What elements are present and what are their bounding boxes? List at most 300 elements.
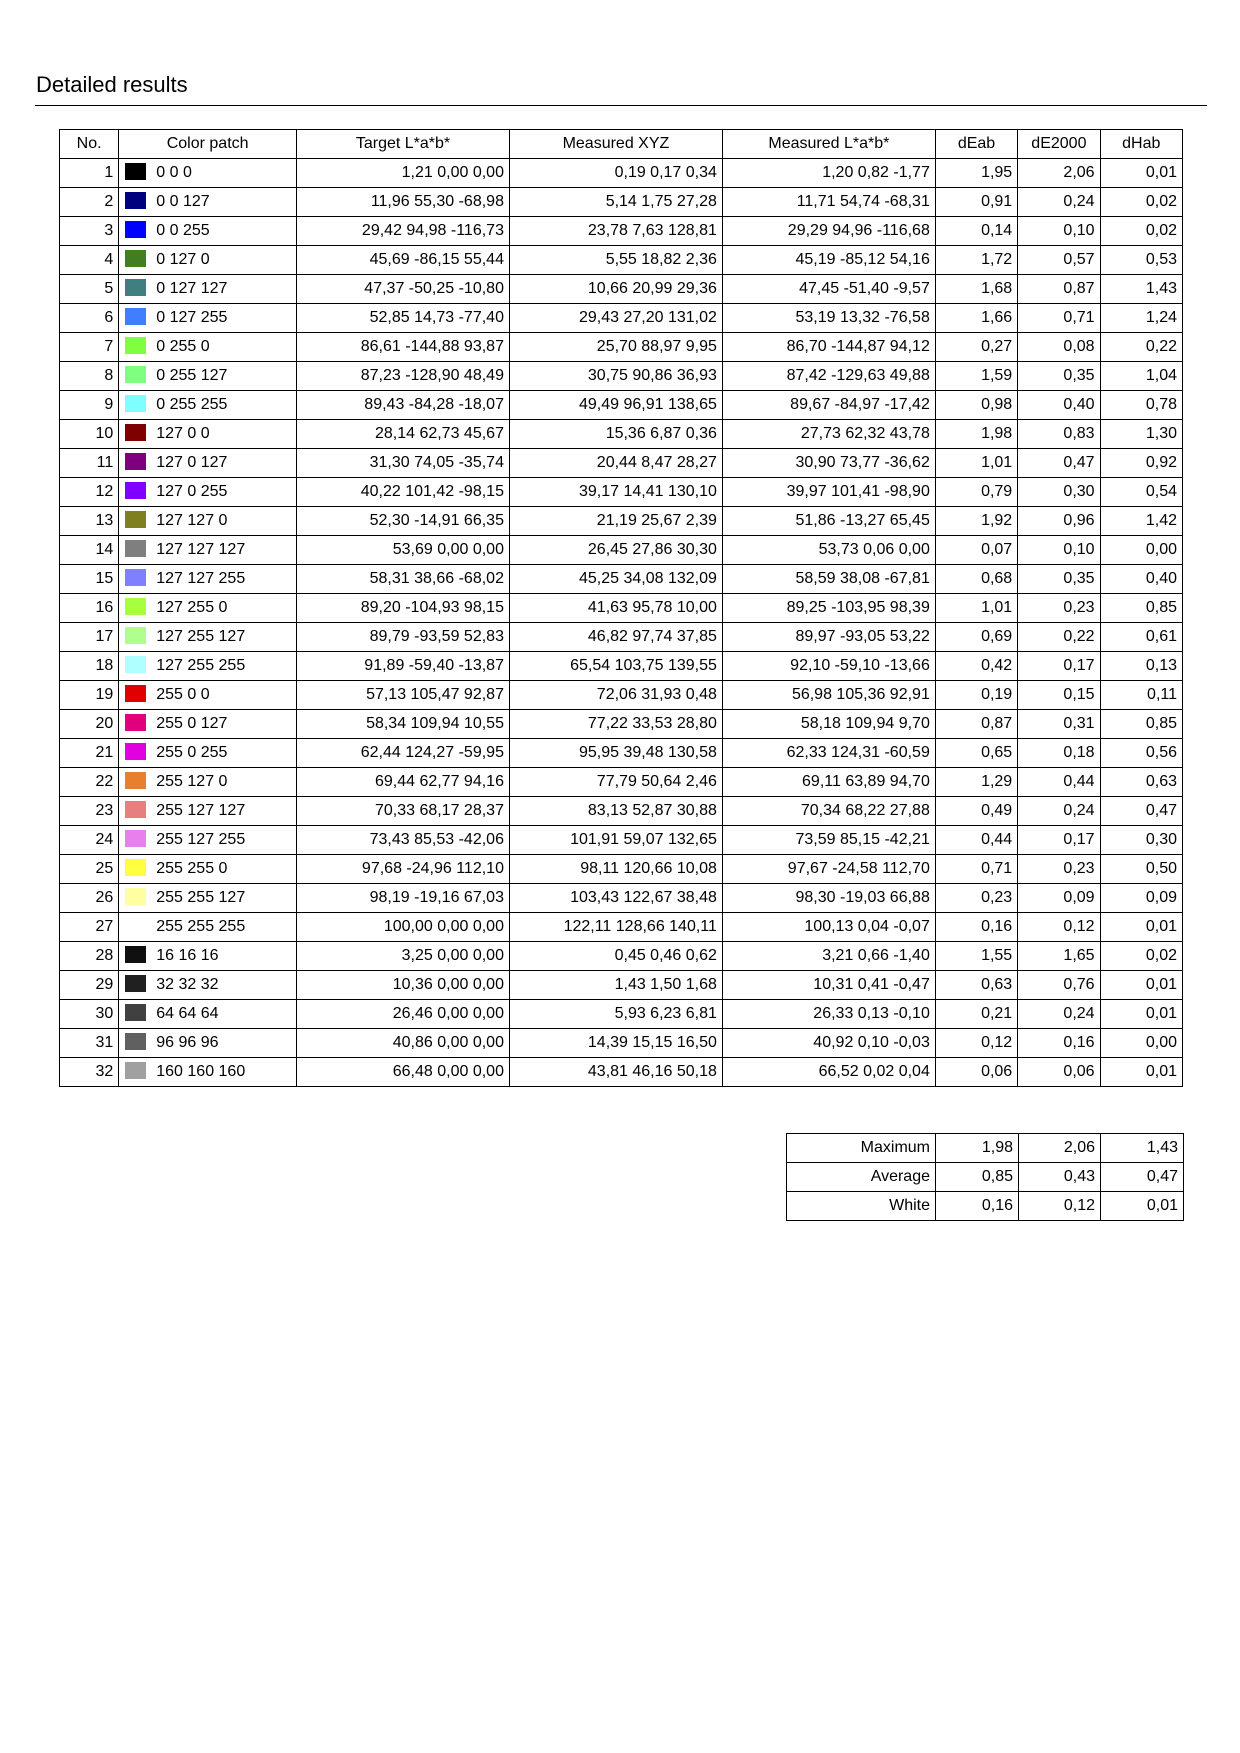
- color-patch-cell: [119, 1000, 297, 1029]
- table-row: [60, 449, 1183, 478]
- de2000-value: 0,17: [1018, 826, 1100, 855]
- dhab-value: 0,78: [1100, 391, 1182, 420]
- color-patch-label: 0 0 255: [156, 222, 210, 239]
- table-row: [60, 420, 1183, 449]
- target-lab-value: 58,34 109,94 10,55: [297, 710, 510, 739]
- measured-lab-value: 53,19 13,32 -76,58: [722, 304, 935, 333]
- measured-lab-value: 58,18 109,94 9,70: [722, 710, 935, 739]
- color-swatch: [125, 482, 146, 499]
- deab-value: 0,06: [935, 1058, 1017, 1087]
- deab-value: 1,68: [935, 275, 1017, 304]
- page-title: Detailed results: [36, 72, 188, 97]
- color-patch-cell: [119, 797, 297, 826]
- color-patch-cell: [119, 913, 297, 942]
- table-row: [60, 159, 1183, 188]
- color-patch-cell: [119, 594, 297, 623]
- measured-lab-value: 3,21 0,66 -1,40: [722, 942, 935, 971]
- deab-value: 0,98: [935, 391, 1017, 420]
- table-row: [60, 768, 1183, 797]
- deab-value: 0,68: [935, 565, 1017, 594]
- table-row: [60, 362, 1183, 391]
- table-row: [60, 594, 1183, 623]
- row-number: 27: [60, 913, 119, 942]
- dhab-value: 0,01: [1100, 1000, 1182, 1029]
- measured-xyz-value: 103,43 122,67 38,48: [509, 884, 722, 913]
- de2000-value: 0,23: [1018, 855, 1100, 884]
- target-lab-value: 11,96 55,30 -68,98: [297, 188, 510, 217]
- measured-xyz-value: 77,79 50,64 2,46: [509, 768, 722, 797]
- color-swatch: [125, 395, 146, 412]
- color-patch-cell: [119, 217, 297, 246]
- color-swatch: [125, 1062, 146, 1079]
- measured-lab-value: 29,29 94,96 -116,68: [722, 217, 935, 246]
- color-patch-cell: [119, 536, 297, 565]
- deab-value: 0,27: [935, 333, 1017, 362]
- de2000-value: 0,35: [1018, 362, 1100, 391]
- deab-value: 1,72: [935, 246, 1017, 275]
- row-number: 25: [60, 855, 119, 884]
- dhab-value: 0,56: [1100, 739, 1182, 768]
- summary-de2000: 2,06: [1019, 1134, 1101, 1163]
- table-row: [60, 1029, 1183, 1058]
- de2000-value: 0,15: [1018, 681, 1100, 710]
- summary-row: [787, 1163, 1184, 1192]
- de2000-value: 0,24: [1018, 188, 1100, 217]
- target-lab-value: 52,30 -14,91 66,35: [297, 507, 510, 536]
- measured-lab-value: 39,97 101,41 -98,90: [722, 478, 935, 507]
- color-swatch: [125, 221, 146, 238]
- color-swatch: [125, 772, 146, 789]
- color-patch-label: 127 0 0: [156, 425, 210, 442]
- dhab-value: 1,43: [1100, 275, 1182, 304]
- color-patch-label: 96 96 96: [156, 1034, 219, 1051]
- color-patch-label: 16 16 16: [156, 947, 219, 964]
- de2000-value: 0,10: [1018, 217, 1100, 246]
- color-patch-cell: [119, 159, 297, 188]
- table-row: [60, 826, 1183, 855]
- target-lab-value: 89,79 -93,59 52,83: [297, 623, 510, 652]
- de2000-value: 0,47: [1018, 449, 1100, 478]
- row-number: 18: [60, 652, 119, 681]
- color-patch-label: 255 127 255: [156, 831, 246, 848]
- row-number: 19: [60, 681, 119, 710]
- measured-xyz-value: 41,63 95,78 10,00: [509, 594, 722, 623]
- measured-xyz-value: 15,36 6,87 0,36: [509, 420, 722, 449]
- deab-value: 1,01: [935, 594, 1017, 623]
- color-swatch: [125, 192, 146, 209]
- measured-xyz-value: 45,25 34,08 132,09: [509, 565, 722, 594]
- dhab-value: 0,63: [1100, 768, 1182, 797]
- color-patch-label: 127 255 255: [156, 657, 246, 674]
- color-patch-label: 160 160 160: [156, 1063, 246, 1080]
- deab-value: 1,01: [935, 449, 1017, 478]
- measured-xyz-value: 25,70 88,97 9,95: [509, 333, 722, 362]
- color-swatch: [125, 917, 146, 934]
- color-patch-label: 127 0 127: [156, 454, 228, 471]
- de2000-value: 2,06: [1018, 159, 1100, 188]
- header-de2000: dE2000: [1018, 130, 1100, 159]
- table-row: [60, 971, 1183, 1000]
- measured-xyz-value: 29,43 27,20 131,02: [509, 304, 722, 333]
- deab-value: 0,91: [935, 188, 1017, 217]
- table-row: [60, 681, 1183, 710]
- target-lab-value: 87,23 -128,90 48,49: [297, 362, 510, 391]
- row-number: 21: [60, 739, 119, 768]
- deab-value: 0,19: [935, 681, 1017, 710]
- color-patch-label: 255 127 127: [156, 802, 246, 819]
- color-patch-cell: [119, 565, 297, 594]
- color-patch-cell: [119, 623, 297, 652]
- table-row: [60, 507, 1183, 536]
- deab-value: 1,59: [935, 362, 1017, 391]
- de2000-value: 0,96: [1018, 507, 1100, 536]
- color-patch-cell: [119, 304, 297, 333]
- row-number: 3: [60, 217, 119, 246]
- measured-xyz-value: 65,54 103,75 139,55: [509, 652, 722, 681]
- color-patch-label: 255 0 127: [156, 715, 228, 732]
- measured-lab-value: 73,59 85,15 -42,21: [722, 826, 935, 855]
- color-swatch: [125, 337, 146, 354]
- table-row: [60, 217, 1183, 246]
- de2000-value: 0,31: [1018, 710, 1100, 739]
- measured-xyz-value: 26,45 27,86 30,30: [509, 536, 722, 565]
- de2000-value: 0,87: [1018, 275, 1100, 304]
- color-patch-cell: [119, 652, 297, 681]
- table-row: [60, 1000, 1183, 1029]
- color-patch-cell: [119, 855, 297, 884]
- row-number: 13: [60, 507, 119, 536]
- target-lab-value: 52,85 14,73 -77,40: [297, 304, 510, 333]
- de2000-value: 0,22: [1018, 623, 1100, 652]
- measured-lab-value: 70,34 68,22 27,88: [722, 797, 935, 826]
- title-divider: [35, 105, 1207, 106]
- deab-value: 0,65: [935, 739, 1017, 768]
- dhab-value: 0,11: [1100, 681, 1182, 710]
- target-lab-value: 98,19 -19,16 67,03: [297, 884, 510, 913]
- measured-lab-value: 92,10 -59,10 -13,66: [722, 652, 935, 681]
- measured-lab-value: 11,71 54,74 -68,31: [722, 188, 935, 217]
- deab-value: 1,98: [935, 420, 1017, 449]
- color-swatch: [125, 163, 146, 180]
- measured-xyz-value: 14,39 15,15 16,50: [509, 1029, 722, 1058]
- dhab-value: 0,00: [1100, 536, 1182, 565]
- deab-value: 1,95: [935, 159, 1017, 188]
- deab-value: 0,44: [935, 826, 1017, 855]
- target-lab-value: 89,20 -104,93 98,15: [297, 594, 510, 623]
- measured-xyz-value: 101,91 59,07 132,65: [509, 826, 722, 855]
- dhab-value: 0,00: [1100, 1029, 1182, 1058]
- color-patch-cell: [119, 1058, 297, 1087]
- deab-value: 0,42: [935, 652, 1017, 681]
- measured-lab-value: 98,30 -19,03 66,88: [722, 884, 935, 913]
- dhab-value: 1,04: [1100, 362, 1182, 391]
- summary-de2000: 0,12: [1019, 1192, 1101, 1221]
- measured-lab-value: 30,90 73,77 -36,62: [722, 449, 935, 478]
- header-dhab: dHab: [1100, 130, 1182, 159]
- deab-value: 0,79: [935, 478, 1017, 507]
- color-patch-cell: [119, 884, 297, 913]
- row-number: 5: [60, 275, 119, 304]
- color-patch-label: 32 32 32: [156, 976, 219, 993]
- color-swatch: [125, 685, 146, 702]
- measured-xyz-value: 10,66 20,99 29,36: [509, 275, 722, 304]
- color-patch-label: 255 0 255: [156, 744, 228, 761]
- de2000-value: 0,24: [1018, 797, 1100, 826]
- color-patch-label: 127 127 255: [156, 570, 246, 587]
- row-number: 14: [60, 536, 119, 565]
- measured-xyz-value: 20,44 8,47 28,27: [509, 449, 722, 478]
- measured-xyz-value: 23,78 7,63 128,81: [509, 217, 722, 246]
- target-lab-value: 86,61 -144,88 93,87: [297, 333, 510, 362]
- de2000-value: 0,40: [1018, 391, 1100, 420]
- row-number: 15: [60, 565, 119, 594]
- dhab-value: 0,61: [1100, 623, 1182, 652]
- color-patch-cell: [119, 188, 297, 217]
- de2000-value: 0,12: [1018, 913, 1100, 942]
- measured-xyz-value: 95,95 39,48 130,58: [509, 739, 722, 768]
- color-patch-cell: [119, 739, 297, 768]
- summary-body: [787, 1134, 1184, 1221]
- dhab-value: 1,42: [1100, 507, 1182, 536]
- color-patch-label: 127 255 127: [156, 628, 246, 645]
- measured-xyz-value: 5,14 1,75 27,28: [509, 188, 722, 217]
- deab-value: 0,71: [935, 855, 1017, 884]
- dhab-value: 0,02: [1100, 942, 1182, 971]
- header-no: No.: [60, 130, 119, 159]
- row-number: 24: [60, 826, 119, 855]
- summary-dhab: 1,43: [1101, 1134, 1184, 1163]
- summary-label: Average: [787, 1163, 936, 1192]
- color-patch-cell: [119, 246, 297, 275]
- target-lab-value: 29,42 94,98 -116,73: [297, 217, 510, 246]
- table-row: [60, 188, 1183, 217]
- color-patch-cell: [119, 768, 297, 797]
- summary-de2000: 0,43: [1019, 1163, 1101, 1192]
- measured-lab-value: 40,92 0,10 -0,03: [722, 1029, 935, 1058]
- color-swatch: [125, 859, 146, 876]
- summary-dhab: 0,01: [1101, 1192, 1184, 1221]
- row-number: 32: [60, 1058, 119, 1087]
- row-number: 2: [60, 188, 119, 217]
- color-patch-cell: [119, 275, 297, 304]
- measured-lab-value: 89,25 -103,95 98,39: [722, 594, 935, 623]
- table-row: [60, 797, 1183, 826]
- row-number: 23: [60, 797, 119, 826]
- deab-value: 0,14: [935, 217, 1017, 246]
- color-patch-cell: [119, 391, 297, 420]
- target-lab-value: 1,21 0,00 0,00: [297, 159, 510, 188]
- measured-xyz-value: 0,19 0,17 0,34: [509, 159, 722, 188]
- color-patch-label: 255 255 0: [156, 860, 228, 877]
- measured-lab-value: 86,70 -144,87 94,12: [722, 333, 935, 362]
- measured-lab-value: 97,67 -24,58 112,70: [722, 855, 935, 884]
- table-row: [60, 478, 1183, 507]
- color-patch-label: 127 127 0: [156, 512, 228, 529]
- deab-value: 0,21: [935, 1000, 1017, 1029]
- table-row: [60, 942, 1183, 971]
- color-swatch: [125, 540, 146, 557]
- color-patch-cell: [119, 1029, 297, 1058]
- table-row: [60, 333, 1183, 362]
- color-patch-label: 255 255 127: [156, 889, 246, 906]
- target-lab-value: 47,37 -50,25 -10,80: [297, 275, 510, 304]
- table-row: [60, 1058, 1183, 1087]
- table-row: [60, 304, 1183, 333]
- de2000-value: 0,23: [1018, 594, 1100, 623]
- color-patch-cell: [119, 942, 297, 971]
- target-lab-value: 70,33 68,17 28,37: [297, 797, 510, 826]
- color-swatch: [125, 743, 146, 760]
- color-patch-label: 0 255 0: [156, 338, 210, 355]
- row-number: 22: [60, 768, 119, 797]
- color-patch-label: 255 127 0: [156, 773, 228, 790]
- row-number: 31: [60, 1029, 119, 1058]
- deab-value: 1,29: [935, 768, 1017, 797]
- color-patch-cell: [119, 681, 297, 710]
- row-number: 11: [60, 449, 119, 478]
- summary-deab: 0,85: [936, 1163, 1019, 1192]
- summary-deab: 0,16: [936, 1192, 1019, 1221]
- color-patch-cell: [119, 333, 297, 362]
- deab-value: 0,69: [935, 623, 1017, 652]
- color-swatch: [125, 1004, 146, 1021]
- measured-lab-value: 27,73 62,32 43,78: [722, 420, 935, 449]
- table-row: [60, 391, 1183, 420]
- de2000-value: 0,30: [1018, 478, 1100, 507]
- dhab-value: 0,40: [1100, 565, 1182, 594]
- de2000-value: 0,08: [1018, 333, 1100, 362]
- dhab-value: 0,02: [1100, 188, 1182, 217]
- color-swatch: [125, 1033, 146, 1050]
- measured-lab-value: 66,52 0,02 0,04: [722, 1058, 935, 1087]
- measured-xyz-value: 39,17 14,41 130,10: [509, 478, 722, 507]
- measured-lab-value: 53,73 0,06 0,00: [722, 536, 935, 565]
- table-row: [60, 536, 1183, 565]
- row-number: 4: [60, 246, 119, 275]
- de2000-value: 0,71: [1018, 304, 1100, 333]
- dhab-value: 0,92: [1100, 449, 1182, 478]
- measured-xyz-value: 98,11 120,66 10,08: [509, 855, 722, 884]
- summary-dhab: 0,47: [1101, 1163, 1184, 1192]
- measured-lab-value: 69,11 63,89 94,70: [722, 768, 935, 797]
- measured-xyz-value: 5,93 6,23 6,81: [509, 1000, 722, 1029]
- measured-lab-value: 1,20 0,82 -1,77: [722, 159, 935, 188]
- dhab-value: 0,01: [1100, 971, 1182, 1000]
- target-lab-value: 31,30 74,05 -35,74: [297, 449, 510, 478]
- table-row: [60, 246, 1183, 275]
- color-patch-label: 0 0 127: [156, 193, 210, 210]
- dhab-value: 0,85: [1100, 594, 1182, 623]
- color-swatch: [125, 366, 146, 383]
- de2000-value: 0,16: [1018, 1029, 1100, 1058]
- measured-xyz-value: 46,82 97,74 37,85: [509, 623, 722, 652]
- dhab-value: 0,85: [1100, 710, 1182, 739]
- row-number: 26: [60, 884, 119, 913]
- row-number: 7: [60, 333, 119, 362]
- color-patch-label: 64 64 64: [156, 1005, 219, 1022]
- de2000-value: 0,24: [1018, 1000, 1100, 1029]
- table-row: [60, 623, 1183, 652]
- color-patch-cell: [119, 420, 297, 449]
- header-measured-xyz: Measured XYZ: [509, 130, 722, 159]
- color-swatch: [125, 279, 146, 296]
- de2000-value: 0,83: [1018, 420, 1100, 449]
- color-swatch: [125, 250, 146, 267]
- row-number: 8: [60, 362, 119, 391]
- color-patch-label: 0 127 255: [156, 309, 228, 326]
- color-swatch: [125, 569, 146, 586]
- color-swatch: [125, 975, 146, 992]
- de2000-value: 0,57: [1018, 246, 1100, 275]
- color-patch-label: 127 255 0: [156, 599, 228, 616]
- target-lab-value: 97,68 -24,96 112,10: [297, 855, 510, 884]
- row-number: 29: [60, 971, 119, 1000]
- color-swatch: [125, 598, 146, 615]
- color-swatch: [125, 308, 146, 325]
- measured-lab-value: 47,45 -51,40 -9,57: [722, 275, 935, 304]
- measured-lab-value: 89,67 -84,97 -17,42: [722, 391, 935, 420]
- target-lab-value: 57,13 105,47 92,87: [297, 681, 510, 710]
- de2000-value: 0,17: [1018, 652, 1100, 681]
- table-row: [60, 710, 1183, 739]
- color-patch-label: 255 0 0: [156, 686, 210, 703]
- de2000-value: 0,10: [1018, 536, 1100, 565]
- summary-table: [786, 1133, 1184, 1221]
- deab-value: 1,55: [935, 942, 1017, 971]
- de2000-value: 0,35: [1018, 565, 1100, 594]
- measured-xyz-value: 1,43 1,50 1,68: [509, 971, 722, 1000]
- color-swatch: [125, 830, 146, 847]
- dhab-value: 0,54: [1100, 478, 1182, 507]
- measured-xyz-value: 122,11 128,66 140,11: [509, 913, 722, 942]
- detailed-results-table: [59, 129, 1183, 1087]
- target-lab-value: 89,43 -84,28 -18,07: [297, 391, 510, 420]
- de2000-value: 0,09: [1018, 884, 1100, 913]
- color-patch-label: 0 255 127: [156, 367, 228, 384]
- color-patch-cell: [119, 478, 297, 507]
- measured-lab-value: 58,59 38,08 -67,81: [722, 565, 935, 594]
- target-lab-value: 40,22 101,42 -98,15: [297, 478, 510, 507]
- measured-lab-value: 10,31 0,41 -0,47: [722, 971, 935, 1000]
- measured-lab-value: 100,13 0,04 -0,07: [722, 913, 935, 942]
- dhab-value: 1,24: [1100, 304, 1182, 333]
- deab-value: 0,07: [935, 536, 1017, 565]
- de2000-value: 1,65: [1018, 942, 1100, 971]
- color-patch-label: 0 0 0: [156, 164, 192, 181]
- table-row: [60, 565, 1183, 594]
- color-swatch: [125, 714, 146, 731]
- color-swatch: [125, 627, 146, 644]
- de2000-value: 0,76: [1018, 971, 1100, 1000]
- color-patch-label: 0 127 127: [156, 280, 228, 297]
- dhab-value: 0,01: [1100, 913, 1182, 942]
- header-color-patch: Color patch: [119, 130, 297, 159]
- table-row: [60, 739, 1183, 768]
- summary-deab: 1,98: [936, 1134, 1019, 1163]
- row-number: 12: [60, 478, 119, 507]
- color-patch-cell: [119, 362, 297, 391]
- color-patch-cell: [119, 449, 297, 478]
- de2000-value: 0,06: [1018, 1058, 1100, 1087]
- target-lab-value: 26,46 0,00 0,00: [297, 1000, 510, 1029]
- row-number: 17: [60, 623, 119, 652]
- measured-lab-value: 45,19 -85,12 54,16: [722, 246, 935, 275]
- dhab-value: 1,30: [1100, 420, 1182, 449]
- target-lab-value: 45,69 -86,15 55,44: [297, 246, 510, 275]
- row-number: 9: [60, 391, 119, 420]
- color-swatch: [125, 946, 146, 963]
- target-lab-value: 73,43 85,53 -42,06: [297, 826, 510, 855]
